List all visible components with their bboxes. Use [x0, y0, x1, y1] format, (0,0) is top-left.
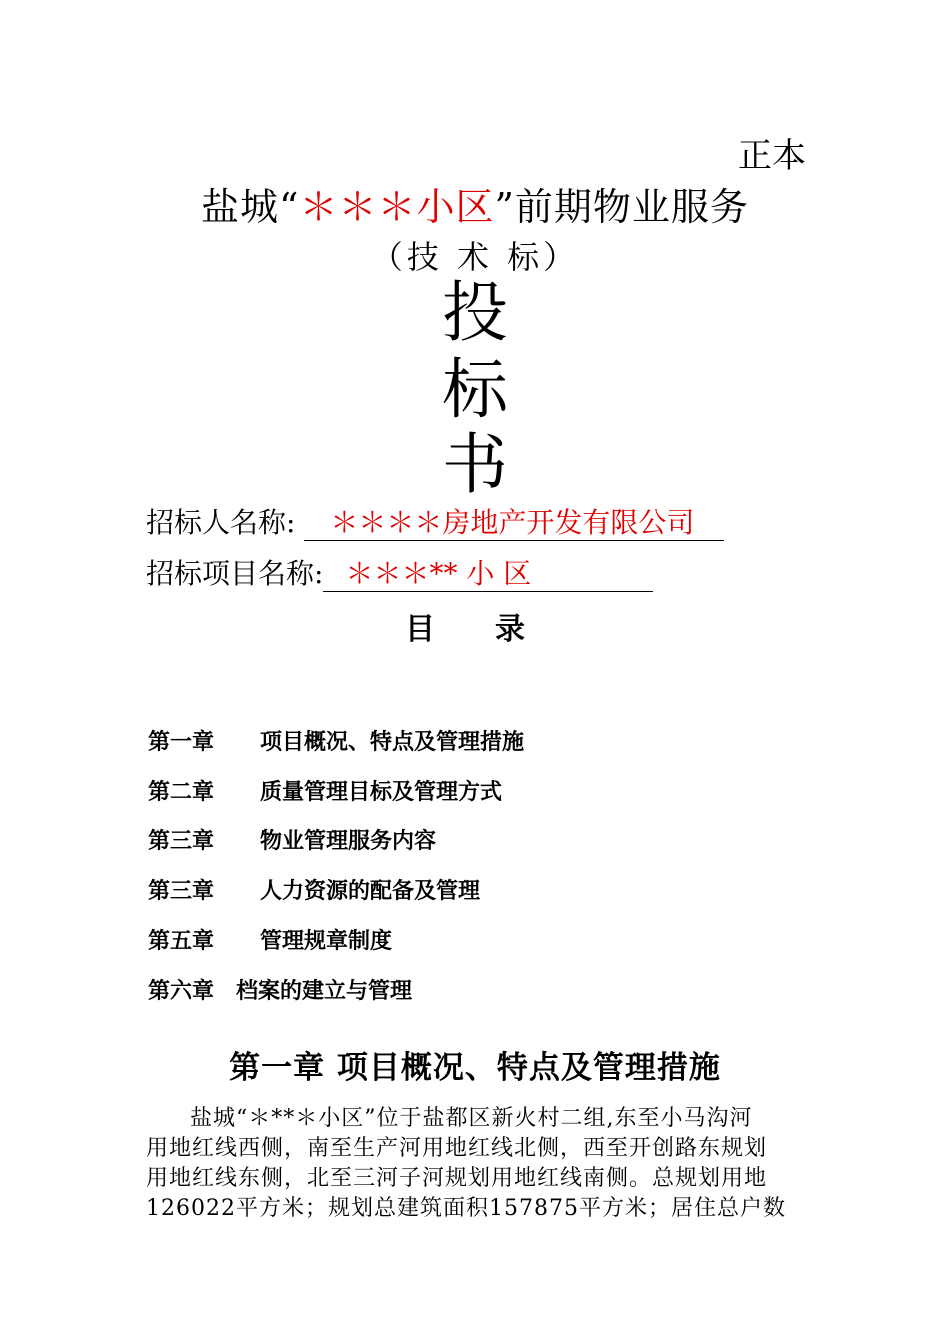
toc-item[interactable] — [148, 778, 502, 806]
toc-chapter: 第三章 — [148, 828, 215, 854]
community-name: ＊＊＊小区 — [299, 185, 495, 229]
body-paragraph — [146, 1104, 806, 1224]
toc-item-title: 档案的建立与管理 — [236, 978, 413, 1004]
tenderer-row — [146, 506, 724, 541]
doc-type-char-3: 书 — [442, 426, 508, 503]
document-title — [0, 176, 950, 231]
body-line: 盐城“＊**＊小区”位于盐都区新火村二组,东至小马沟河 — [190, 1106, 753, 1131]
title-suffix: ”前期物业服务 — [494, 185, 749, 229]
toc-chapter: 第六章 — [148, 978, 215, 1004]
toc-item-title: 项目概况、特点及管理措施 — [260, 729, 525, 755]
project-row — [146, 557, 653, 592]
tenderer-label: 招标人名称: — [146, 506, 305, 539]
body-line: 126022平方米；规划总建筑面积157875平方米；居住总户数 — [146, 1196, 786, 1221]
toc-chapter: 第二章 — [148, 779, 215, 805]
body-line: 用地红线西侧，南至生产河用地红线北侧，西至开创路东规划 — [146, 1136, 768, 1161]
toc-item-title: 质量管理目标及管理方式 — [260, 779, 503, 805]
copy-label: 正本 — [738, 136, 806, 176]
toc-item-title: 管理规章制度 — [260, 928, 393, 954]
toc-chapter: 第一章 — [148, 729, 215, 755]
toc-item[interactable] — [148, 927, 392, 955]
underline-lead — [304, 506, 330, 541]
underline-trail — [694, 506, 724, 541]
underline-lead — [323, 557, 345, 592]
toc-title: 目录 — [405, 612, 585, 647]
toc-chapter: 第三章 — [148, 878, 215, 904]
project-label: 招标项目名称: — [146, 557, 324, 590]
tenderer-value: ＊＊＊＊房地产开发有限公司 — [330, 506, 695, 539]
title-prefix: 盐城“ — [201, 185, 300, 229]
body-line: 用地红线东侧，北至三河子河规划用地红线南侧。总规划用地 — [146, 1166, 768, 1191]
document-subtitle: （技 术 标） — [370, 238, 580, 276]
toc-item[interactable] — [148, 728, 524, 756]
toc-item-title: 人力资源的配备及管理 — [260, 878, 481, 904]
toc-item[interactable] — [148, 977, 412, 1005]
doc-type-char-2: 标 — [442, 351, 508, 428]
doc-type-char-1: 投 — [442, 274, 508, 351]
toc-item[interactable] — [148, 827, 436, 855]
underline-trail — [531, 557, 653, 592]
toc-item[interactable] — [148, 877, 480, 905]
project-value: ＊＊＊** 小 区 — [345, 557, 532, 590]
toc-chapter: 第五章 — [148, 928, 215, 954]
toc-item-title: 物业管理服务内容 — [260, 828, 437, 854]
chapter-heading: 第一章 项目概况、特点及管理措施 — [229, 1050, 721, 1086]
